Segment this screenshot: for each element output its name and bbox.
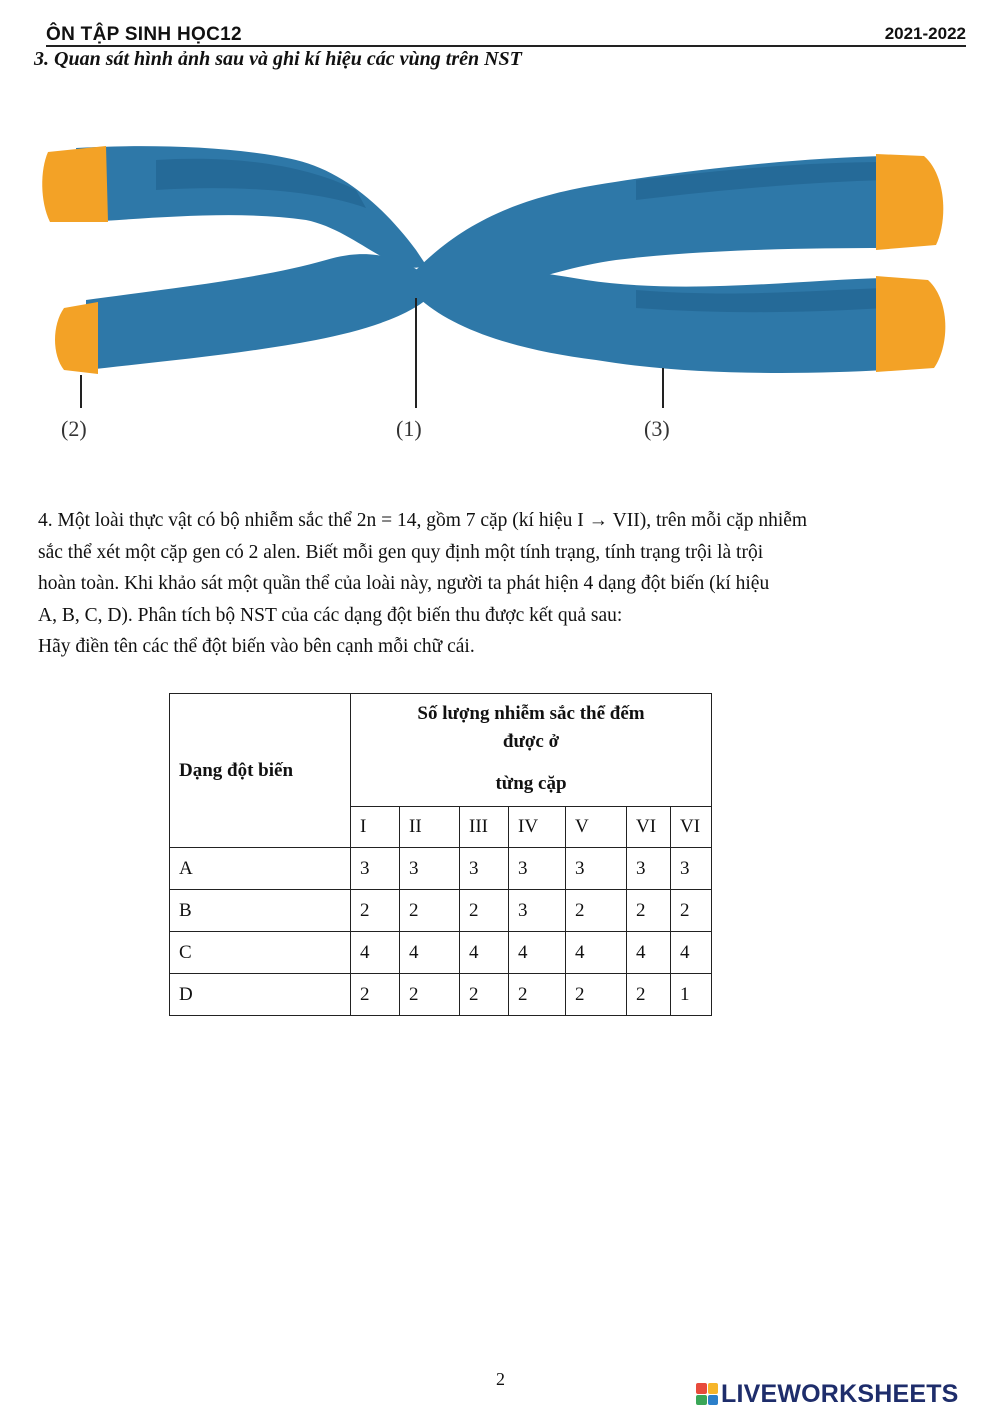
table-header-mutation-type: Dạng đột biến	[170, 694, 351, 848]
question-4-line: hoàn toàn. Khi khảo sát một quần thể của loài này, người ta phát hiện 4 dạng đột biến (kí hiệu	[38, 573, 770, 594]
page-header	[46, 24, 966, 48]
telomere-upper-left	[42, 146, 108, 222]
row-label: D	[170, 974, 351, 1016]
table-header-chromosome-count: Số lượng nhiễm sắc thể đếm được ở từng cặp	[351, 694, 712, 807]
cell: 3	[400, 848, 460, 890]
table-row	[170, 848, 712, 890]
pair-header: VI	[627, 807, 671, 848]
brand-name: LIVEWORKSHEETS	[721, 1379, 959, 1408]
telomere-upper-right	[876, 154, 943, 250]
chromatid-lower-right	[416, 268, 886, 373]
mutation-table	[169, 693, 712, 1016]
label-region-1: (1)	[396, 416, 422, 441]
pair-header: V	[566, 807, 627, 848]
cell: 3	[351, 848, 400, 890]
cell: 2	[509, 974, 566, 1016]
pair-header: IV	[509, 807, 566, 848]
table-row	[170, 890, 712, 932]
cell: 4	[400, 932, 460, 974]
cell: 2	[400, 890, 460, 932]
chromosome-figure	[36, 130, 960, 470]
table-row	[170, 974, 712, 1016]
cell: 3	[566, 848, 627, 890]
pair-header: II	[400, 807, 460, 848]
cell: 3	[460, 848, 509, 890]
pair-header: I	[351, 807, 400, 848]
cell: 2	[566, 974, 627, 1016]
question-3-text: 3. Quan sát hình ảnh sau và ghi kí hiệu các vùng trên NST	[34, 48, 522, 70]
cell: 2	[460, 890, 509, 932]
row-label: C	[170, 932, 351, 974]
cell: 4	[351, 932, 400, 974]
question-4-line: A, B, C, D). Phân tích bộ NST của các dạng đột biến thu được kết quả sau:	[38, 604, 623, 626]
cell: 3	[671, 848, 712, 890]
question-4-line: sắc thể xét một cặp gen có 2 alen. Biết mỗi gen quy định một tính trạng, tính trạng trội là trội	[38, 541, 764, 563]
pair-header: III	[460, 807, 509, 848]
cell: 2	[627, 890, 671, 932]
cell: 4	[566, 932, 627, 974]
cell: 3	[627, 848, 671, 890]
cell: 2	[351, 890, 400, 932]
header-title: ÔN TẬP SINH HỌC12	[46, 24, 242, 45]
cell: 4	[460, 932, 509, 974]
chromosome-illustration	[36, 130, 960, 470]
question-4-line: Hãy điền tên các thể đột biến vào bên cạnh mỗi chữ cái.	[38, 636, 475, 657]
row-label: B	[170, 890, 351, 932]
cell: 4	[671, 932, 712, 974]
page-number: 2	[496, 1369, 505, 1389]
cell: 2	[671, 890, 712, 932]
question-4-text	[38, 505, 968, 663]
row-label: A	[170, 848, 351, 890]
pair-header: VI	[671, 807, 712, 848]
cell: 1	[671, 974, 712, 1016]
question-4-line: 4. Một loài thực vật có bộ nhiễm sắc thể 2n = 14, gồm 7 cặp (kí hiệu I → VII), trên mỗi cặp nhiễm	[38, 510, 808, 531]
liveworksheets-icon	[696, 1383, 718, 1405]
chromatid-lower-left	[86, 254, 436, 370]
cell: 2	[351, 974, 400, 1016]
label-region-2: (2)	[61, 416, 87, 441]
cell: 2	[400, 974, 460, 1016]
label-region-3: (3)	[644, 416, 670, 441]
cell: 2	[566, 890, 627, 932]
header-rule	[46, 45, 966, 47]
header-year: 2021-2022	[884, 24, 966, 43]
cell: 3	[509, 848, 566, 890]
liveworksheets-logo	[696, 1380, 959, 1408]
table-row	[170, 932, 712, 974]
telomere-lower-left	[55, 302, 98, 374]
cell: 3	[509, 890, 566, 932]
telomere-lower-right	[876, 276, 945, 372]
cell: 4	[509, 932, 566, 974]
cell: 2	[627, 974, 671, 1016]
cell: 4	[627, 932, 671, 974]
cell: 2	[460, 974, 509, 1016]
